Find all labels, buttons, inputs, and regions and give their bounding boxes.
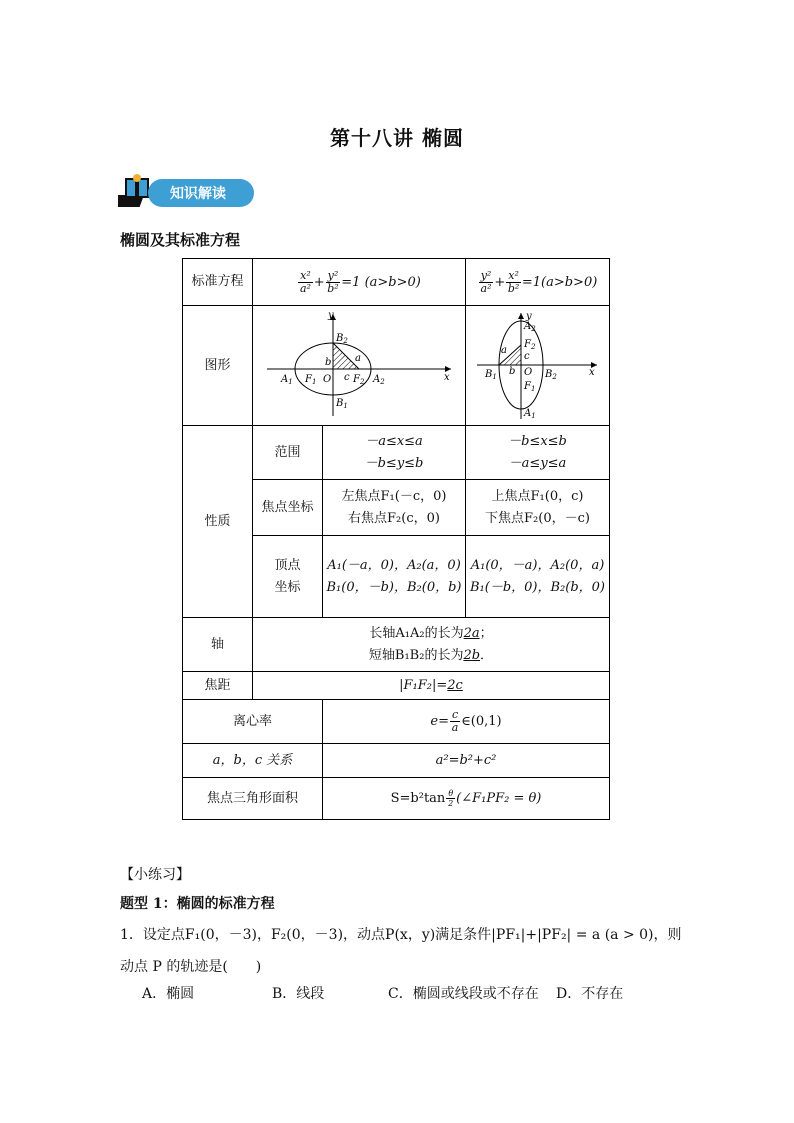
option-c[interactable]: C．椭圆或线段或不存在	[388, 986, 539, 1002]
focus-vertical: 上焦点F₁(0，c) 下焦点F₂(0，－c)	[466, 480, 610, 536]
abc-content: a²=b²+c²	[323, 744, 610, 778]
axis-label: 轴	[183, 618, 253, 672]
practice-heading: 【小练习】	[120, 867, 190, 883]
banner-label: 知识解读	[170, 186, 226, 202]
svg-text:c: c	[344, 371, 350, 383]
svg-text:B2: $B_2$	[544, 368, 557, 381]
svg-text:c: c	[523, 350, 530, 362]
props-label: 性质	[183, 426, 253, 618]
svg-text:b: b	[508, 365, 515, 377]
range-vertical: －b≤x≤b －a≤y≤a	[466, 426, 610, 480]
svg-text:x: x	[588, 366, 595, 378]
svg-text:y: y	[525, 310, 532, 322]
svg-text:y: y	[328, 310, 334, 321]
horizontal-ellipse-figure	[253, 306, 466, 426]
focal-content: |F₁F₂|=2c	[253, 672, 610, 700]
area-content: S=b²tan $\frac{\theta}{2}$ (∠F₁PF₂ = θ)	[323, 778, 610, 820]
range-horizontal: －a≤x≤a －b≤y≤b	[323, 426, 466, 480]
option-a[interactable]: A．椭圆	[142, 986, 195, 1002]
knowledge-banner	[118, 173, 258, 213]
type-title: 题型 1：椭圆的标准方程	[120, 896, 275, 912]
svg-text:B1: $B_1$	[484, 368, 497, 381]
svg-text:a: a	[500, 344, 507, 356]
range-label: 范围	[253, 426, 323, 480]
svg-text:x: x	[444, 371, 450, 383]
page-title: 第十八讲 椭圆	[330, 126, 464, 150]
std-eq-vertical: $\frac{\text{y²}}{\text{a²}}$ + $\frac{\text{x²}}{\text{b²}}$ =1(a>b>0)	[466, 259, 610, 306]
vertex-vertical: A₁(0，－a)，A₂(0，a) B₁(－b，0)，B₂(b，0)	[466, 536, 610, 618]
svg-text:F1: $F_1$	[305, 373, 317, 386]
figure-label: 图形	[183, 306, 253, 426]
std-eq-horizontal: $\frac{\text{x²}}{\text{a²}}$ + $\frac{\text{y²}}{\text{b²}}$ =1 (a>b>0)	[253, 259, 466, 306]
svg-text:F1: $F_1$	[523, 380, 535, 393]
ecc-content: e= $\frac{c}{a}$ ∈(0,1)	[323, 700, 610, 744]
focal-label: 焦距	[183, 672, 253, 700]
option-b[interactable]: B．线段	[272, 986, 325, 1002]
area-label: 焦点三角形面积	[183, 778, 323, 820]
ellipse-table	[182, 258, 610, 820]
vertical-ellipse-figure	[466, 306, 610, 426]
svg-text:F2: $F_2$	[353, 373, 365, 386]
svg-text:A1: $A_1$	[523, 407, 536, 420]
section-title: 椭圆及其标准方程	[120, 231, 241, 249]
svg-text:B1: $B_1$	[336, 397, 348, 410]
svg-text:A2: $A_2$	[373, 373, 385, 386]
focus-label: 焦点坐标	[253, 480, 323, 536]
option-d[interactable]: D．不存在	[556, 986, 624, 1002]
vertex-label: 顶点 坐标	[253, 536, 323, 618]
vertex-horizontal: A₁(－a，0)，A₂(a，0) B₁(0，－b)，B₂(0，b)	[323, 536, 466, 618]
svg-text:b: b	[325, 356, 332, 368]
question-1-line-1: 1．设定点F₁(0，－3)，F₂(0，－3)，动点P(x，y)满足条件|PF₁|+|PF₂| = a (a > 0)，则	[120, 927, 682, 943]
svg-text:F2: $F_2$	[523, 338, 535, 351]
svg-text:O: O	[523, 366, 532, 378]
svg-text:a: a	[355, 352, 361, 364]
svg-text:O: O	[323, 373, 332, 385]
question-1-line-2: 动点 P 的轨迹是( )	[120, 959, 262, 975]
focus-horizontal: 左焦点F₁(－c，0) 右焦点F₂(c，0)	[323, 480, 466, 536]
std-eq-label: 标准方程	[183, 259, 253, 306]
abc-label: a，b，c 关系	[183, 744, 323, 778]
svg-text:A2: $A_2$	[523, 320, 536, 333]
axis-content: 长轴A₁A₂的长为2a； 短轴B₁B₂的长为2b．	[253, 618, 610, 672]
svg-text:A1: $A_1$	[281, 373, 293, 386]
ecc-label: 离心率	[183, 700, 323, 744]
svg-text:B2: $B_2$	[336, 332, 348, 345]
